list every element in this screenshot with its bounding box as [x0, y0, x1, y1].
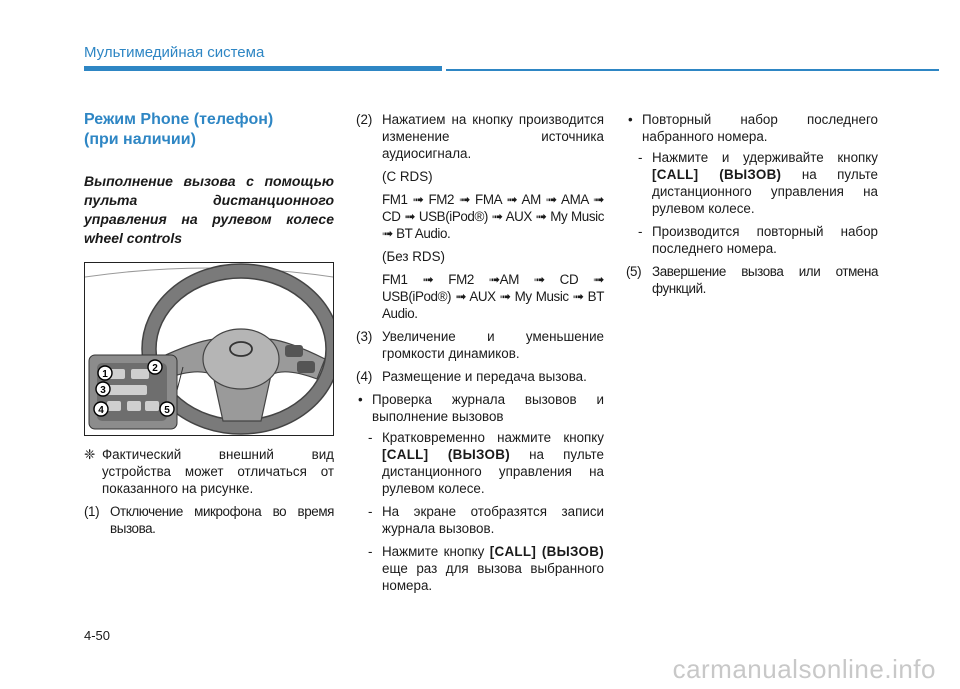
callout-1 — [98, 366, 112, 380]
item-text: Увеличение и уменьшение громкости динамиков. — [382, 329, 604, 361]
column-middle — [356, 111, 604, 600]
rds-title: (С RDS) — [382, 169, 433, 184]
list-item — [356, 111, 604, 162]
section-subtitle: Выполнение вызова с помощью пульта дистанционного управления на рулевом колесе wheel controls — [84, 173, 334, 246]
svg-text:1: 1 — [102, 369, 108, 380]
call-button-ref: [CALL] (ВЫЗОВ) — [382, 447, 510, 462]
item-text: Размещение и передача вызова. — [382, 369, 587, 384]
list-item — [626, 263, 878, 297]
call-button-ref: [CALL] (ВЫЗОВ) — [489, 544, 604, 559]
item-label: (2) — [356, 112, 373, 127]
figure-note — [84, 446, 334, 497]
item-label: (1) — [84, 504, 100, 519]
section-title-line1: Режим Phone (телефон) — [84, 111, 274, 128]
column-left — [84, 110, 334, 543]
dash-text: Нажмите кнопку [CALL] (ВЫЗОВ) еще раз для вызова выбранного номера. — [382, 544, 604, 593]
steering-wheel-figure — [84, 262, 334, 436]
dash-item — [356, 543, 604, 594]
header-title: Мультимедийная система — [84, 44, 265, 61]
dash-mark: - — [368, 504, 373, 519]
list-item — [356, 368, 604, 385]
item-text: Завершение вызова или отмена функций. — [652, 264, 878, 296]
note-text: Фактический внешний вид устройства может отличаться от показанного на рисунке. — [102, 447, 334, 496]
item-label: (4) — [356, 369, 373, 384]
dash-mark: - — [638, 150, 643, 165]
no-rds-title: (Без RDS) — [382, 249, 445, 264]
list-item — [356, 328, 604, 362]
svg-text:5: 5 — [164, 405, 170, 416]
bullet-mark: • — [628, 112, 633, 127]
bullet-item — [626, 111, 878, 145]
no-rds-source-chain: FM1 ➟ FM2 ➟AM ➟ CD ➟ USB(iPod®) ➟ AUX ➟ My Music ➟ BT Audio. — [382, 272, 604, 321]
bullet-text: Проверка журнала вызовов и выполнение вызовов — [372, 392, 604, 424]
hub-cover — [203, 329, 279, 389]
dash-text: Производится повторный набор последнего номера. — [652, 224, 878, 256]
list-item — [84, 503, 334, 537]
call-button-ref: [CALL] (ВЫЗОВ) — [652, 167, 782, 182]
callout-3 — [96, 382, 110, 396]
callout-5 — [160, 402, 174, 416]
svg-text:2: 2 — [152, 363, 158, 374]
dash-item — [356, 429, 604, 497]
note-symbol: ❈ — [84, 447, 96, 462]
dash-item — [356, 503, 604, 537]
callout-2 — [148, 360, 162, 374]
bullet-mark: • — [358, 392, 363, 407]
section-title-line2: (при наличии) — [84, 131, 196, 148]
dash-text: Нажмите и удерживайте кнопку [CALL] (ВЫЗОВ) на пульте дистанционного управления на рулевом колесе. — [652, 150, 878, 216]
dash-item — [626, 223, 878, 257]
dash-text: На экране отобразятся записи журнала вызовов. — [382, 504, 604, 536]
item-text: Отключение микрофона во время вызова. — [110, 504, 334, 536]
header-rule-thin — [446, 69, 939, 71]
dash-mark: - — [368, 544, 373, 559]
svg-text:3: 3 — [100, 385, 106, 396]
item-label: (3) — [356, 329, 373, 344]
dash-mark: - — [368, 430, 373, 445]
rds-source-chain: FM1 ➟ FM2 ➟ FMA ➟ AM ➟ AMA ➟ CD ➟ USB(iPod®) ➟ AUX ➟ My Music ➟ BT Audio. — [382, 192, 604, 241]
section-title — [84, 110, 334, 150]
bullet-item — [356, 391, 604, 425]
item-label: (5) — [626, 264, 642, 279]
dash-text: Кратковременно нажмите кнопку [CALL] (ВЫЗОВ) на пульте дистанционного управления на рулевом колесе. — [382, 430, 604, 496]
header-rule-thick — [84, 66, 442, 71]
bullet-text: Повторный набор последнего набранного номера. — [642, 112, 878, 144]
callout-4 — [94, 402, 108, 416]
svg-text:4: 4 — [98, 405, 104, 416]
watermark: carmanualsonline.info — [672, 654, 936, 684]
page-number: 4-50 — [84, 628, 111, 643]
column-right — [626, 111, 878, 303]
dash-mark: - — [638, 224, 643, 239]
item-text: Нажатием на кнопку производится изменение источника аудиосигнала. — [382, 112, 604, 161]
steering-wheel-illustration — [85, 263, 333, 435]
dash-item — [626, 149, 878, 217]
